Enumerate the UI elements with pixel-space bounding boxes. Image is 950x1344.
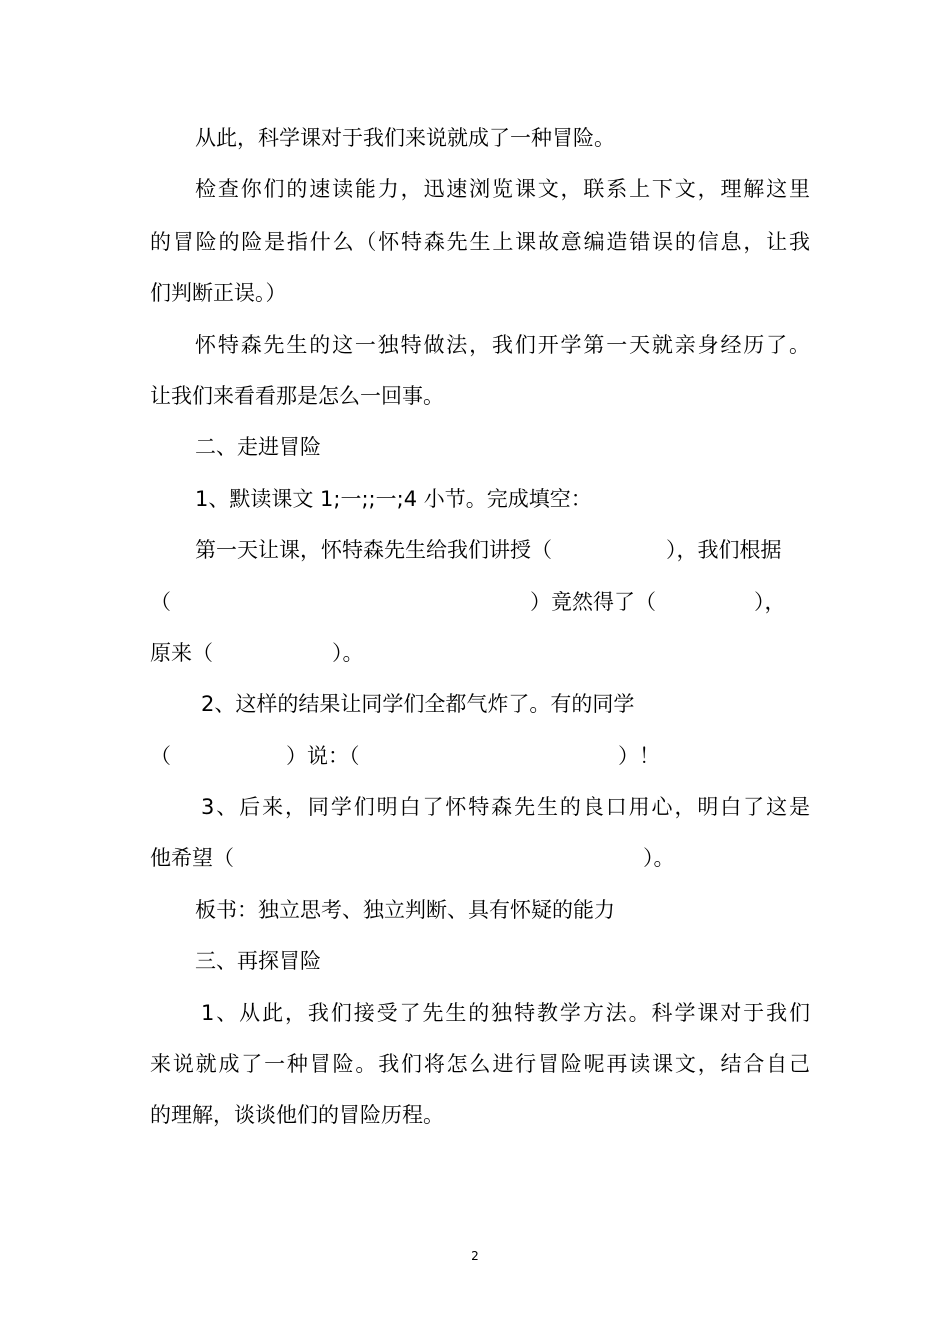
paragraph-line: 检查你们的速读能力，迅速浏览课文，联系上下文，理解这里	[195, 177, 810, 201]
paragraph-line: 来说就成了一种冒险。我们将怎么进行冒险呢再读课文，结合自己	[150, 1052, 810, 1076]
page-number: 2	[471, 1249, 479, 1263]
paragraph-line: 2、这样的结果让同学们全都气炸了。有的同学	[201, 692, 635, 716]
fill-blank-text: （	[150, 744, 171, 768]
fill-blank-row	[150, 536, 800, 564]
fill-blank-text: 第一天让课，怀特森先生给我们讲授（	[195, 538, 552, 562]
section-heading: 三、再探冒险	[195, 949, 321, 973]
fill-blank-text: ）！	[618, 744, 660, 768]
fill-blank-text: （	[150, 590, 171, 614]
fill-blank-text: ），我们根据	[666, 538, 782, 562]
paragraph-line: 3、后来，同学们明白了怀特森先生的良口用心，明白了这是	[201, 795, 810, 819]
paragraph-line: 1、从此，我们接受了先生的独特教学方法。科学课对于我们	[201, 1001, 810, 1025]
fill-blank-row	[150, 844, 800, 872]
paragraph-line: 怀特森先生的这一独特做法，我们开学第一天就亲身经历了。	[195, 333, 810, 357]
fill-blank-row	[150, 588, 800, 616]
fill-blank-text: ）说：（	[286, 744, 360, 768]
paragraph-line: 们判断正误。）	[150, 281, 287, 305]
fill-blank-text: ）竟然得了（	[530, 590, 656, 614]
paragraph-line: 的冒险的险是指什么（怀特森先生上课故意编造错误的信息，让我	[150, 230, 810, 254]
fill-blank-row	[150, 639, 800, 667]
paragraph-line: 从此，科学课对于我们来说就成了一种冒险。	[195, 126, 615, 150]
task-instruction: 1、默读课文 1;一;;一;4 小节。完成填空：	[195, 487, 592, 511]
fill-blank-text: ）。	[332, 641, 364, 665]
paragraph-line: 让我们来看看那是怎么一回事。	[150, 384, 444, 408]
fill-blank-row	[150, 742, 800, 770]
fill-blank-text: ），	[754, 590, 786, 614]
section-heading: 二、走进冒险	[195, 435, 321, 459]
blackboard-notes: 板书：独立思考、独立判断、具有怀疑的能力	[195, 898, 615, 922]
paragraph-line: 的理解，谈谈他们的冒险历程。	[150, 1103, 444, 1127]
fill-blank-text: 他希望（	[150, 846, 234, 870]
fill-blank-text: 原来（	[150, 641, 213, 665]
fill-blank-text: ）。	[643, 846, 675, 870]
